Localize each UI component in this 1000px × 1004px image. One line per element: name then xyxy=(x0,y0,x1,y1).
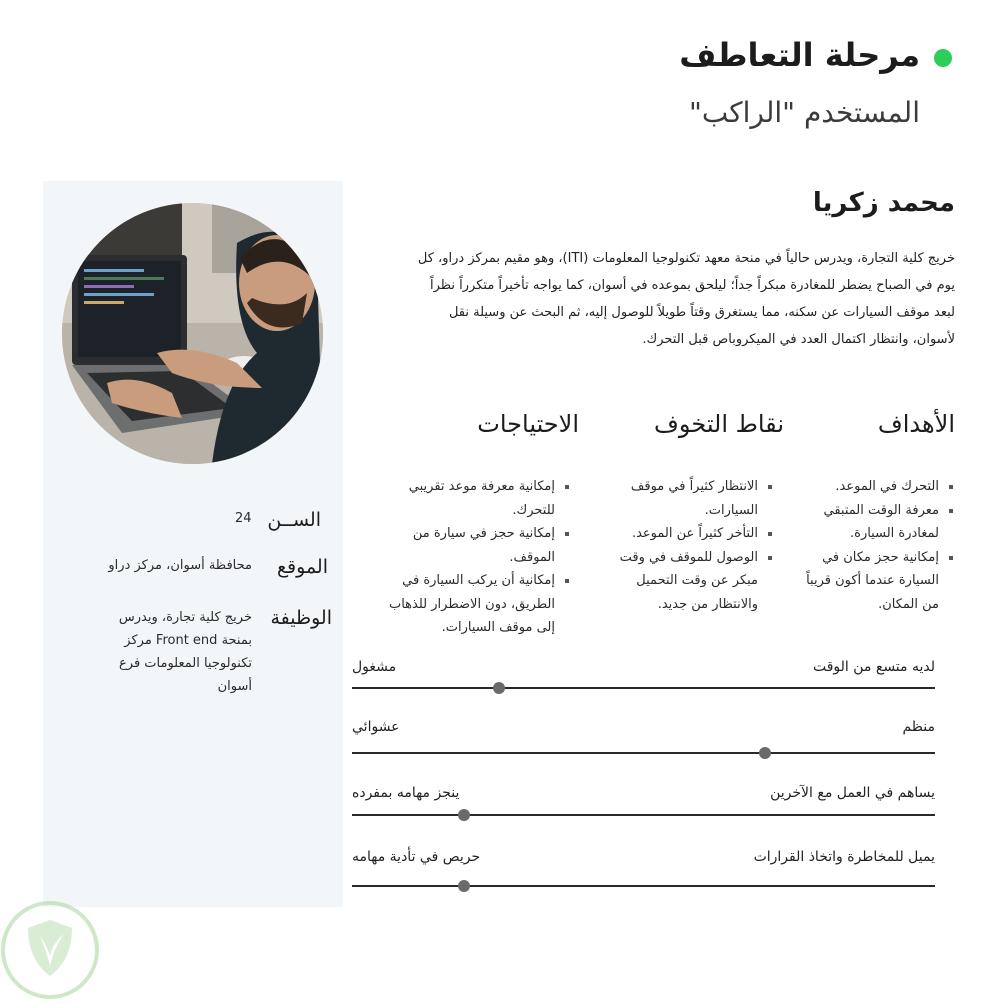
goals-item: إمكانية حجز مكان في السيارة عندما أكون قريباً من المكان. xyxy=(789,546,939,617)
fears-item: التأخر كثيراً عن الموعد. xyxy=(593,522,758,546)
location-value: محافظة أسوان، مركز دراو xyxy=(108,558,252,573)
trait-2-right-label: منظم xyxy=(902,719,935,735)
trait-3-left-label: ينجز مهامه بمفرده xyxy=(352,785,460,801)
trait-1-slider-knob[interactable] xyxy=(493,682,505,694)
page-subtitle: المستخدم "الراكب" xyxy=(688,96,920,129)
shield-leaf-icon xyxy=(0,900,100,1000)
trait-1-left-label: مشغول xyxy=(352,659,397,675)
status-dot-icon xyxy=(934,49,952,67)
job-label: الوظيفة xyxy=(270,607,332,629)
needs-item: إمكانية أن يركب السيارة في الطريق، دون الاضطرار للذهاب إلى موقف السيارات. xyxy=(375,569,555,640)
goals-item: التحرك في الموعد. xyxy=(789,475,939,499)
fears-item: الوصول للموقف في وقت مبكر عن وقت التحميل والانتظار من جديد. xyxy=(593,546,758,617)
trait-2-slider-track xyxy=(352,752,935,754)
needs-item: إمكانية معرفة موعد تقريبي للتحرك. xyxy=(375,475,555,522)
fears-list xyxy=(593,475,774,616)
persona-bio: خريج كلية التجارة، ويدرس حالياً في منحة معهد تكنولوجيا المعلومات (ITI)، وهو مقيم بمركز دراو، كل يوم في الصباح يضطر للمغادرة مبكراً جداً؛ ليلحق بموعده في أسوان، كما يواجه تأخيراً متكرراً نظراً لبعد موقف السيارات عن سكنه، مما يستغرق وقتاً طويلاً للوصول إليه، ثم البحث عن وسيلة نقل لأسوان، وانتظار اكتمال العدد في الميكروباص قبل التحرك. xyxy=(417,251,955,347)
fears-title: نقاط التخوف xyxy=(654,410,784,438)
needs-title: الاحتياجات xyxy=(477,410,579,438)
age-label: الســن xyxy=(267,509,321,531)
page-title: مرحلة التعاطف xyxy=(679,36,920,74)
goals-item: معرفة الوقت المتبقي لمغادرة السيارة. xyxy=(789,499,939,546)
job-value: خريج كلية تجارة، ويدرس بمنحة Front end مركز تكنولوجيا المعلومات فرع أسوان xyxy=(118,610,252,694)
age-value: 24 xyxy=(235,511,252,526)
fears-item: الانتظار كثيراً في موقف السيارات. xyxy=(593,475,758,522)
needs-item: إمكانية حجز في سيارة من الموقف. xyxy=(375,522,555,569)
trait-2-slider-knob[interactable] xyxy=(759,747,771,759)
location-label: الموقع xyxy=(276,556,328,578)
needs-list xyxy=(375,475,571,640)
trait-4-right-label: يميل للمخاطرة واتخاذ القرارات xyxy=(753,849,935,865)
trait-3-slider-track xyxy=(352,814,935,816)
persona-photo-illustration xyxy=(62,203,323,464)
kafeel-logo-watermark xyxy=(0,900,100,1000)
persona-photo xyxy=(62,203,323,464)
trait-4-left-label: حريص في تأدية مهامه xyxy=(352,849,481,865)
trait-3-slider-knob[interactable] xyxy=(458,809,470,821)
trait-4-slider-track xyxy=(352,885,935,887)
trait-1-slider-track xyxy=(352,687,935,689)
trait-2-left-label: عشوائي xyxy=(352,719,400,735)
persona-name: محمد زكريا xyxy=(812,188,955,218)
trait-4-slider-knob[interactable] xyxy=(458,880,470,892)
trait-3-right-label: يساهم في العمل مع الآخرين xyxy=(770,785,935,801)
trait-1-right-label: لديه متسع من الوقت xyxy=(812,659,935,675)
goals-list xyxy=(789,475,955,616)
goals-title: الأهداف xyxy=(877,410,955,438)
